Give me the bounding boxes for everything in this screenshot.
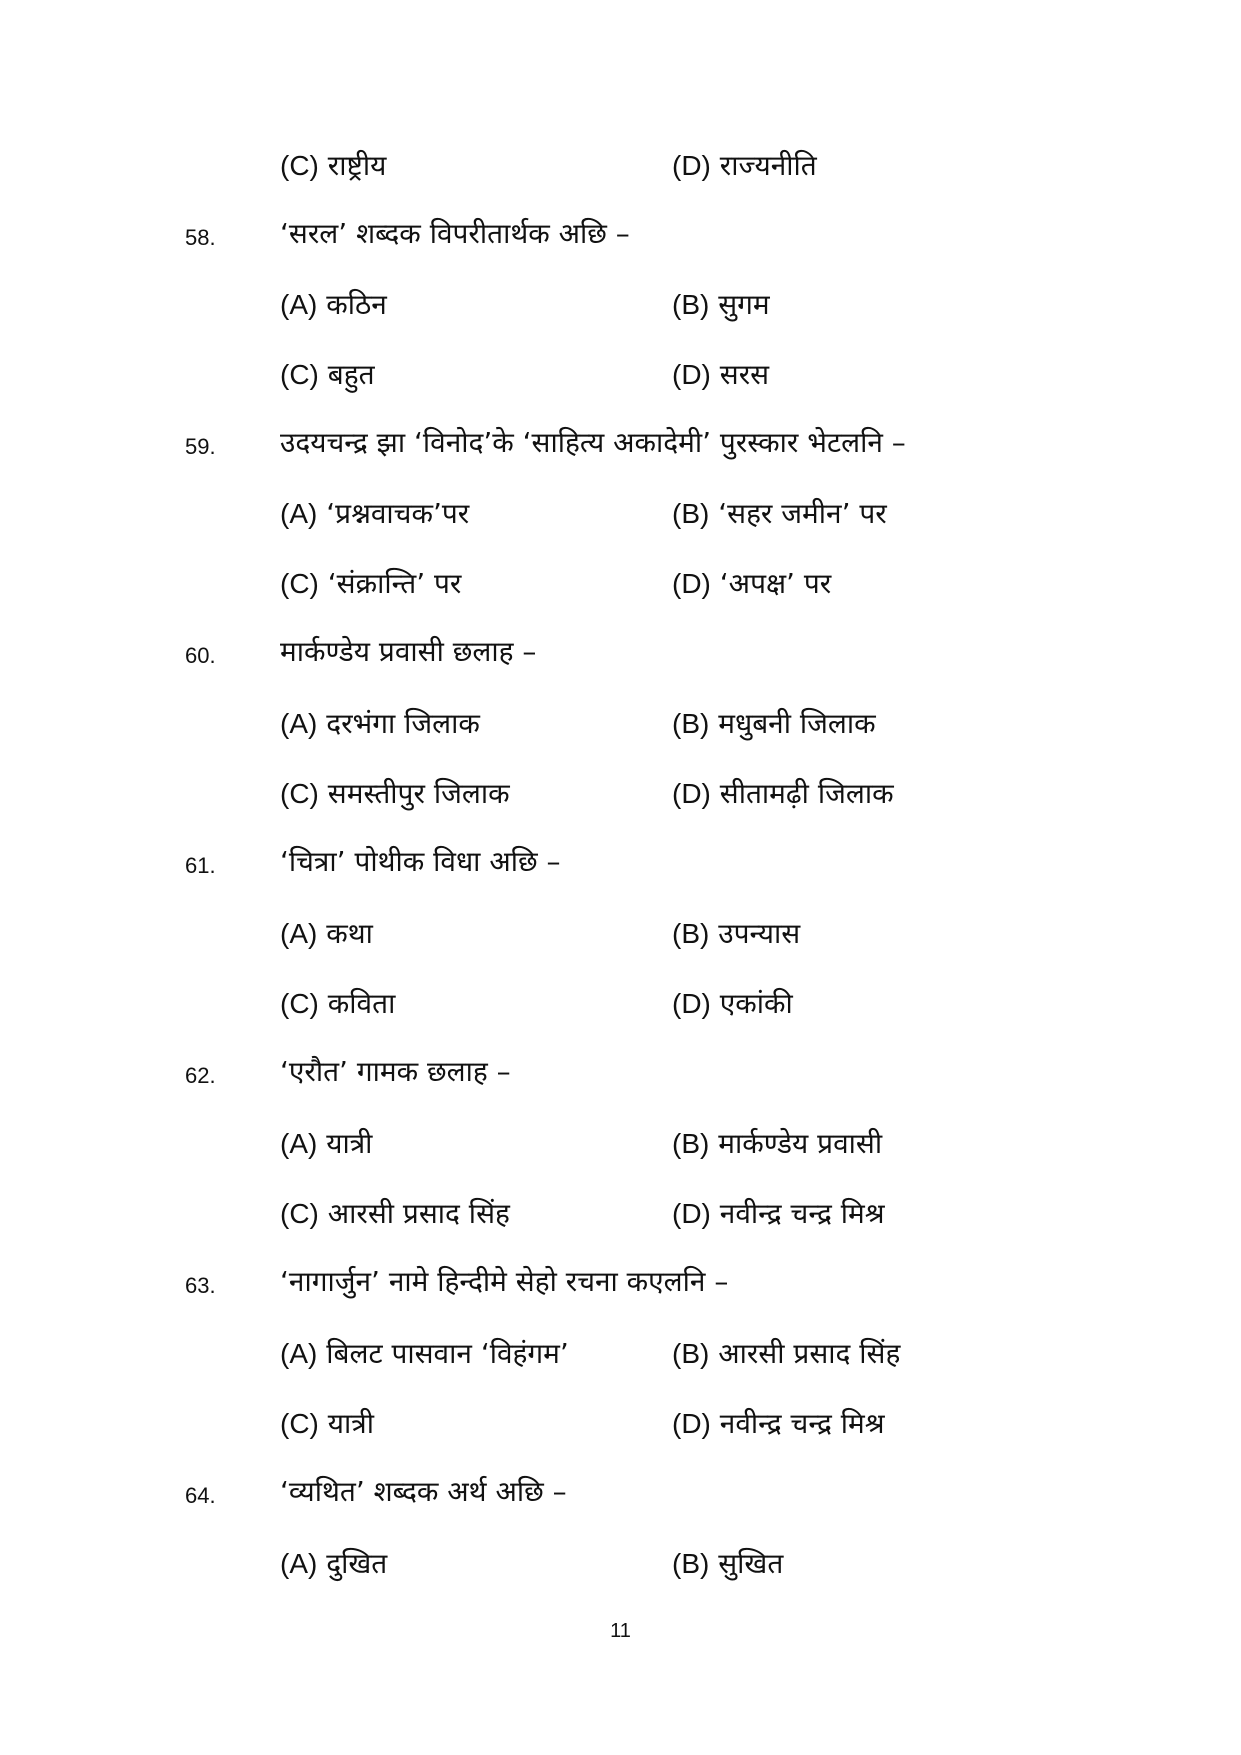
option-text: राष्ट्रीय [327, 149, 387, 182]
option-label: (C) [280, 1198, 319, 1229]
option-text: ‘सहर जमीन’ पर [718, 497, 887, 530]
option-text: नवीन्द्र चन्द्र मिश्र [719, 1407, 885, 1440]
option-label: (B) [672, 498, 710, 529]
question-number: 64. [185, 1483, 216, 1508]
question-text: ‘सरल’ शब्दक विपरीतार्थक अछि – [280, 217, 630, 250]
option-c [280, 566, 461, 602]
option-text: मार्कण्डेय प्रवासी [718, 1127, 883, 1160]
option-label: (A) [280, 289, 318, 320]
question-number: 61. [185, 853, 216, 878]
option-d [672, 986, 793, 1022]
option-label: (C) [280, 359, 319, 390]
option-d [672, 566, 831, 602]
option-label: (D) [672, 988, 711, 1019]
option-text: नवीन्द्र चन्द्र मिश्र [719, 1197, 885, 1230]
option-label: (B) [672, 1338, 710, 1369]
question-number: 62. [185, 1063, 216, 1088]
option-d [672, 776, 894, 812]
option-text: सुखित [718, 1547, 784, 1580]
option-label: (B) [672, 289, 710, 320]
option-text: यात्री [327, 1407, 374, 1440]
option-a [280, 916, 373, 952]
option-label: (B) [672, 918, 710, 949]
question-number: 63. [185, 1273, 216, 1298]
option-label: (D) [672, 1198, 711, 1229]
option-c [280, 1196, 510, 1232]
option-label: (D) [672, 150, 711, 181]
option-text: सरस [719, 358, 770, 391]
option-text: दुखित [326, 1547, 388, 1580]
option-text: सुगम [718, 288, 770, 321]
option-label: (B) [672, 1548, 710, 1579]
question-number: 60. [185, 643, 216, 668]
option-text: कविता [327, 987, 396, 1020]
option-b [672, 1126, 882, 1162]
question-number: 59. [185, 434, 216, 459]
option-label: (D) [672, 568, 711, 599]
option-label: (A) [280, 708, 318, 739]
option-label: (D) [672, 359, 711, 390]
option-b [672, 916, 800, 952]
option-text: आरसी प्रसाद सिंह [718, 1337, 901, 1370]
option-text: दरभंगा जिलाक [326, 707, 480, 740]
option-label: (A) [280, 1128, 318, 1159]
option-text: आरसी प्रसाद सिंह [327, 1197, 510, 1230]
option-label: (B) [672, 708, 710, 739]
option-text: राज्यनीति [719, 149, 817, 182]
option-label: (C) [280, 568, 319, 599]
option-label: (C) [280, 150, 319, 181]
option-label: (C) [280, 988, 319, 1019]
option-label: (B) [672, 1128, 710, 1159]
option-a [280, 1336, 569, 1372]
question-text: ‘व्यथित’ शब्दक अर्थ अछि – [280, 1475, 567, 1508]
option-text: ‘प्रश्नवाचक’पर [326, 497, 470, 530]
option-text: ‘अपक्ष’ पर [719, 567, 832, 600]
question-text: मार्कण्डेय प्रवासी छलाह – [280, 635, 537, 668]
option-text: कठिन [326, 288, 387, 321]
option-text: उपन्यास [718, 917, 801, 950]
option-text: एकांकी [719, 987, 793, 1020]
option-label: (D) [672, 778, 711, 809]
option-label: (A) [280, 1548, 318, 1579]
option-d [672, 1196, 885, 1232]
option-label: (A) [280, 1338, 318, 1369]
option-text: कथा [326, 917, 373, 950]
option-c [280, 986, 395, 1022]
option-text: सीतामढ़ी जिलाक [719, 777, 894, 810]
option-c [280, 357, 375, 393]
option-c [280, 776, 510, 812]
option-b [672, 496, 887, 532]
option-label: (D) [672, 1408, 711, 1439]
option-d [672, 1406, 885, 1442]
option-b [672, 1336, 900, 1372]
option-a [280, 706, 480, 742]
question-number: 58. [185, 225, 216, 250]
option-b [672, 1546, 783, 1582]
option-c [280, 148, 386, 184]
option-label: (C) [280, 778, 319, 809]
option-b [672, 287, 770, 323]
option-b [672, 706, 876, 742]
option-text: समस्तीपुर जिलाक [327, 777, 510, 810]
question-text: ‘एरौत’ गामक छलाह – [280, 1055, 511, 1088]
question-text: उदयचन्द्र झा ‘विनोद’के ‘साहित्य अकादेमी’ पुरस्कार भेटलनि – [280, 426, 906, 459]
option-text: बिलट पासवान ‘विहंगम’ [326, 1337, 569, 1370]
page-number: 11 [610, 1620, 631, 1642]
question-text: ‘चित्रा’ पोथीक विधा अछि – [280, 845, 561, 878]
option-a [280, 496, 469, 532]
option-a [280, 287, 387, 323]
option-text: ‘संक्रान्ति’ पर [327, 567, 462, 600]
option-label: (A) [280, 498, 318, 529]
option-text: बहुत [327, 358, 375, 391]
option-text: यात्री [326, 1127, 373, 1160]
question-text: ‘नागार्जुन’ नामे हिन्दीमे सेहो रचना कएलनि – [280, 1265, 729, 1298]
option-a [280, 1546, 387, 1582]
option-label: (A) [280, 918, 318, 949]
option-text: मधुबनी जिलाक [718, 707, 876, 740]
option-d [672, 148, 817, 184]
option-label: (C) [280, 1408, 319, 1439]
option-c [280, 1406, 374, 1442]
option-a [280, 1126, 372, 1162]
option-d [672, 357, 769, 393]
